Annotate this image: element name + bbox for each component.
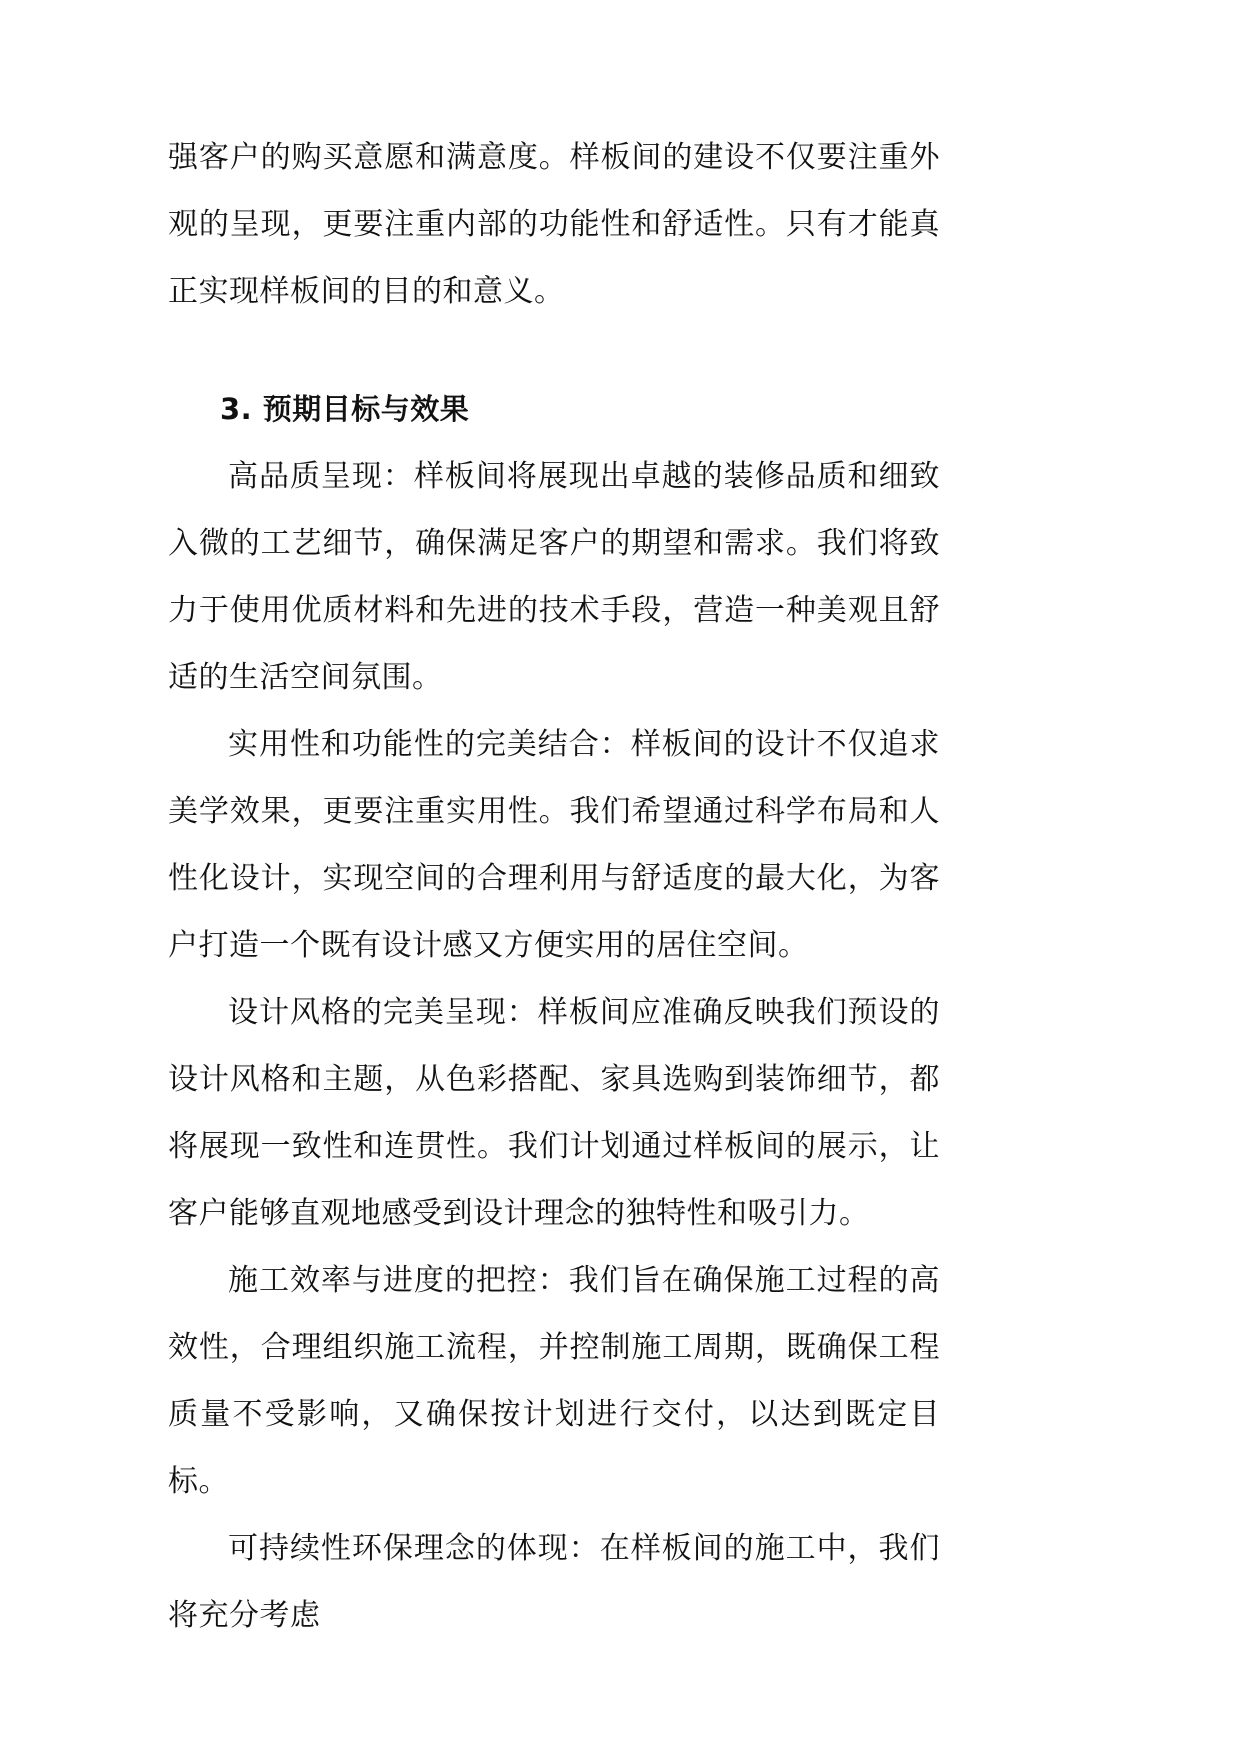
paragraph-high-quality: 高品质呈现：样板间将展现出卓越的装修品质和细致入微的工艺细节，确保满足客户的期望和需求。我们将致力于使用优质材料和先进的技术手段，营造一种美观且舒适的生活空间氛围。 (168, 459, 940, 695)
paragraph-design-style: 设计风格的完美呈现：样板间应准确反映我们预设的设计风格和主题，从色彩搭配、家具选购到装饰细节，都将展现一致性和连贯性。我们计划通过样板间的展示，让客户能够直观地感受到设计理念的独特性和吸引力。 (168, 995, 940, 1231)
section-heading: 3. 预期目标与效果 (220, 392, 470, 426)
document-page (168, 124, 940, 1649)
paragraph-sustainability: 可持续性环保理念的体现：在样板间的施工中，我们将充分考虑 (168, 1531, 940, 1633)
paragraph-practicality: 实用性和功能性的完美结合：样板间的设计不仅追求美学效果，更要注重实用性。我们希望通过科学布局和人性化设计，实现空间的合理利用与舒适度的最大化，为客户打造一个既有设计感又方便实用的居住空间。 (168, 727, 940, 963)
paragraph-construction-efficiency: 施工效率与进度的把控：我们旨在确保施工过程的高效性，合理组织施工流程，并控制施工周期，既确保工程质量不受影响，又确保按计划进行交付，以达到既定目标。 (168, 1263, 940, 1499)
opening-paragraph: 强客户的购买意愿和满意度。样板间的建设不仅要注重外观的呈现，更要注重内部的功能性和舒适性。只有才能真正实现样板间的目的和意义。 (168, 140, 940, 309)
section-spacer (168, 325, 940, 376)
